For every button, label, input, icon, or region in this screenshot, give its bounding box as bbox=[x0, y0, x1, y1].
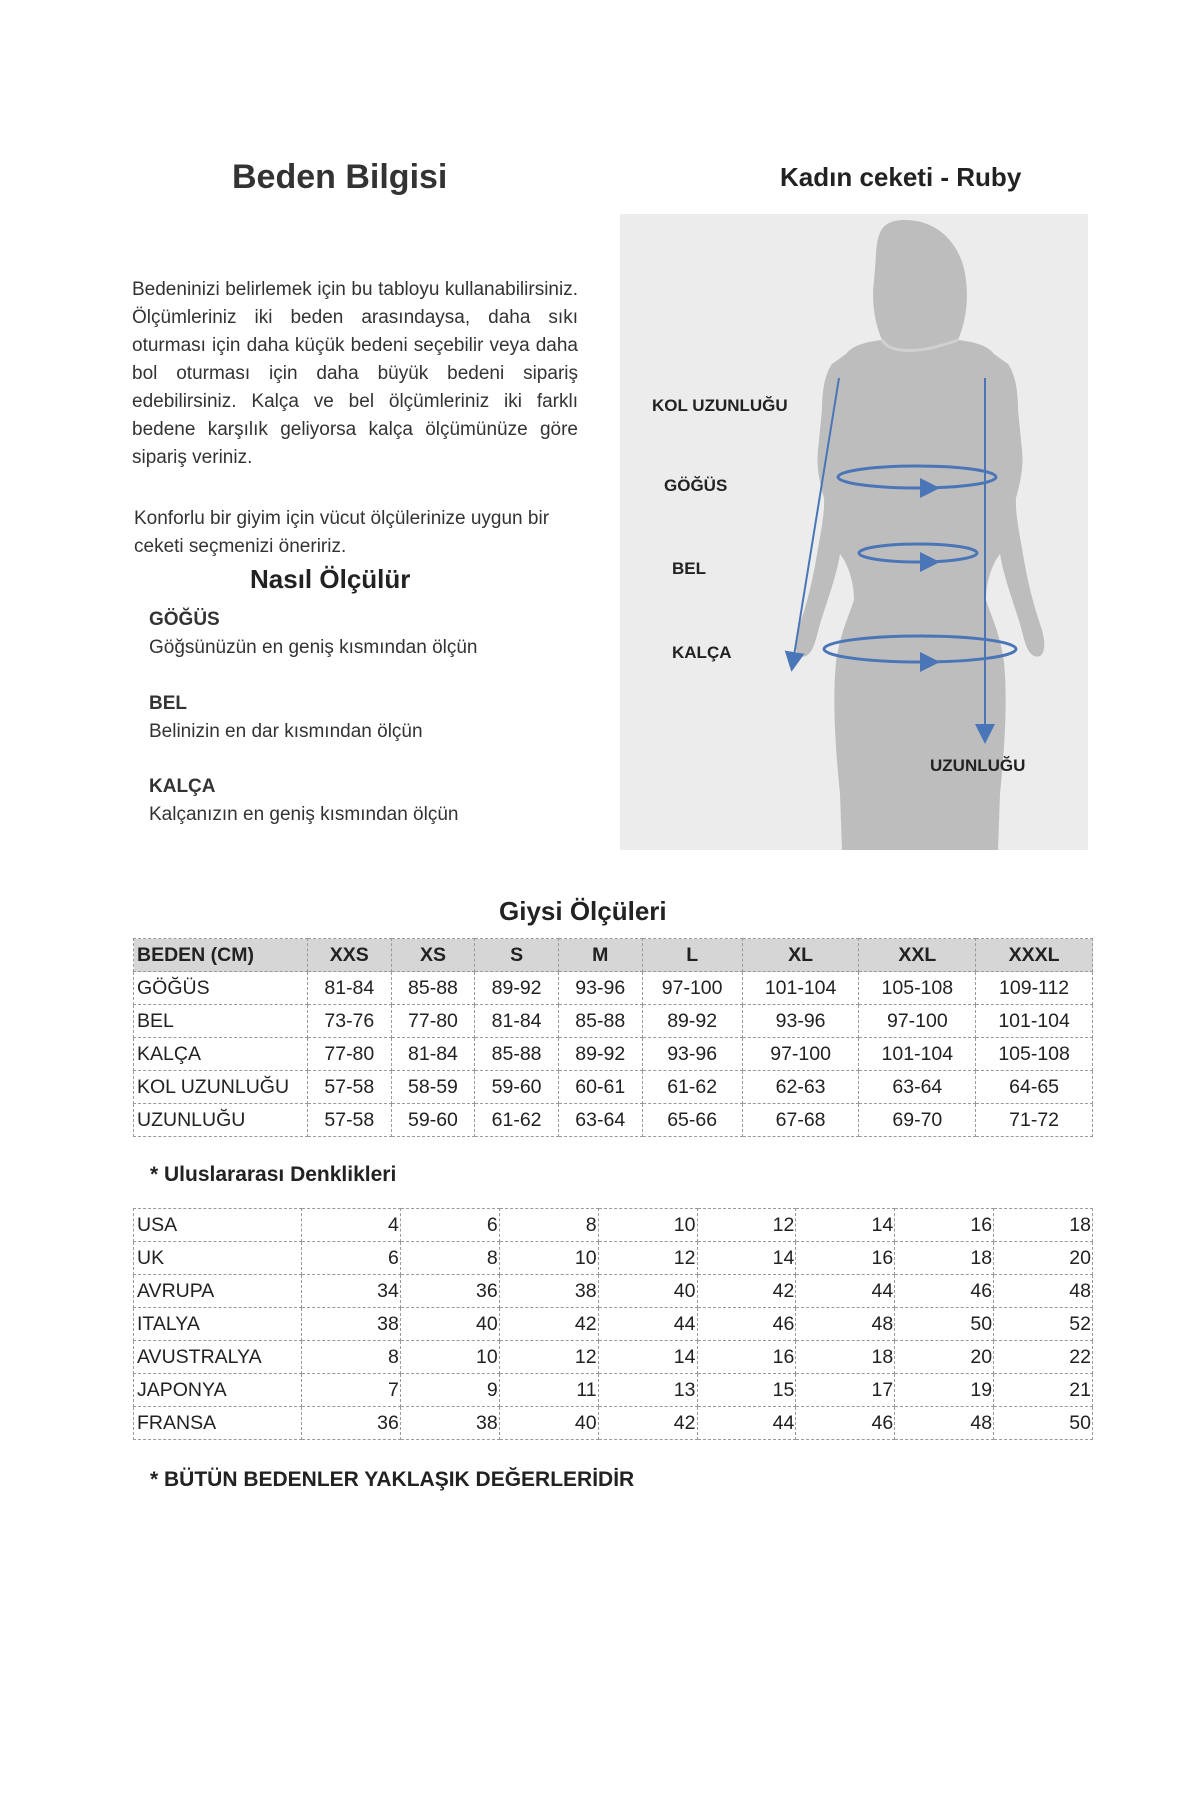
measure-item-waist bbox=[149, 690, 423, 746]
table-cell: 18 bbox=[796, 1341, 895, 1374]
table-cell: 50 bbox=[895, 1308, 994, 1341]
table-row bbox=[134, 1005, 1093, 1038]
row-label: AVUSTRALYA bbox=[134, 1341, 302, 1374]
table-header-row bbox=[134, 939, 1093, 972]
table-cell: 61-62 bbox=[475, 1104, 559, 1137]
table-cell: 48 bbox=[994, 1275, 1093, 1308]
international-title: * Uluslararası Denklikleri bbox=[150, 1163, 397, 1186]
intro-paragraph-2: Konforlu bir giyim için vücut ölçülerinize uygun bir ceketi seçmenizi öneririz. bbox=[134, 508, 550, 557]
row-label: KALÇA bbox=[134, 1038, 308, 1071]
row-label: GÖĞÜS bbox=[134, 972, 308, 1005]
table-cell: 38 bbox=[302, 1308, 401, 1341]
table-cell: 101-104 bbox=[859, 1038, 976, 1071]
body-figure-panel bbox=[620, 214, 1088, 850]
table-cell: 85-88 bbox=[475, 1038, 559, 1071]
table-cell: 81-84 bbox=[308, 972, 392, 1005]
measure-item-name: KALÇA bbox=[149, 776, 216, 797]
table-cell: 89-92 bbox=[475, 972, 559, 1005]
product-title: Kadın ceketi - Ruby bbox=[780, 162, 1022, 192]
table-cell: 63-64 bbox=[558, 1104, 642, 1137]
table-cell: 12 bbox=[598, 1242, 697, 1275]
table-cell: 34 bbox=[302, 1275, 401, 1308]
table-cell: 61-62 bbox=[642, 1071, 742, 1104]
table-cell: 105-108 bbox=[859, 972, 976, 1005]
table-cell: 15 bbox=[697, 1374, 796, 1407]
table-cell: 21 bbox=[994, 1374, 1093, 1407]
measure-item-desc: Belinizin en dar kısmından ölçün bbox=[149, 721, 423, 742]
table-cell: 89-92 bbox=[558, 1038, 642, 1071]
table-cell: 48 bbox=[895, 1407, 994, 1440]
table-row bbox=[134, 1209, 1093, 1242]
table-cell: 12 bbox=[697, 1209, 796, 1242]
table-row bbox=[134, 1242, 1093, 1275]
table-cell: 38 bbox=[400, 1407, 499, 1440]
table-cell: 42 bbox=[697, 1275, 796, 1308]
table-row bbox=[134, 1374, 1093, 1407]
table-cell: 85-88 bbox=[558, 1005, 642, 1038]
row-label: AVRUPA bbox=[134, 1275, 302, 1308]
header-cell: BEDEN (CM) bbox=[134, 939, 308, 972]
table-cell: 6 bbox=[400, 1209, 499, 1242]
label-chest: GÖĞÜS bbox=[664, 476, 728, 495]
table-cell: 97-100 bbox=[642, 972, 742, 1005]
table-cell: 14 bbox=[697, 1242, 796, 1275]
table-cell: 105-108 bbox=[976, 1038, 1093, 1071]
label-length: UZUNLUĞU bbox=[930, 756, 1026, 775]
size-chart-title: Giysi Ölçüleri bbox=[499, 896, 667, 926]
table-cell: 69-70 bbox=[859, 1104, 976, 1137]
table-cell: 40 bbox=[598, 1275, 697, 1308]
table-cell: 97-100 bbox=[742, 1038, 859, 1071]
row-label: UZUNLUĞU bbox=[134, 1104, 308, 1137]
table-cell: 36 bbox=[302, 1407, 401, 1440]
table-cell: 6 bbox=[302, 1242, 401, 1275]
header-cell: XL bbox=[742, 939, 859, 972]
table-cell: 40 bbox=[499, 1407, 598, 1440]
table-cell: 77-80 bbox=[391, 1005, 475, 1038]
table-cell: 44 bbox=[598, 1308, 697, 1341]
table-cell: 18 bbox=[895, 1242, 994, 1275]
table-row bbox=[134, 1407, 1093, 1440]
table-row bbox=[134, 1308, 1093, 1341]
row-label: USA bbox=[134, 1209, 302, 1242]
header-cell: XXS bbox=[308, 939, 392, 972]
table-cell: 18 bbox=[994, 1209, 1093, 1242]
table-cell: 63-64 bbox=[859, 1071, 976, 1104]
table-cell: 50 bbox=[994, 1407, 1093, 1440]
measure-item-name: BEL bbox=[149, 693, 187, 714]
header-cell: L bbox=[642, 939, 742, 972]
header-cell: S bbox=[475, 939, 559, 972]
table-cell: 8 bbox=[499, 1209, 598, 1242]
header-cell: XXL bbox=[859, 939, 976, 972]
table-cell: 58-59 bbox=[391, 1071, 475, 1104]
page-title: Beden Bilgisi bbox=[232, 158, 448, 196]
header-cell: M bbox=[558, 939, 642, 972]
table-cell: 10 bbox=[598, 1209, 697, 1242]
table-cell: 22 bbox=[994, 1341, 1093, 1374]
row-label: JAPONYA bbox=[134, 1374, 302, 1407]
table-cell: 81-84 bbox=[391, 1038, 475, 1071]
table-cell: 57-58 bbox=[308, 1104, 392, 1137]
table-cell: 46 bbox=[796, 1407, 895, 1440]
table-cell: 46 bbox=[895, 1275, 994, 1308]
header-cell: XS bbox=[391, 939, 475, 972]
table-cell: 14 bbox=[796, 1209, 895, 1242]
table-cell: 46 bbox=[697, 1308, 796, 1341]
table-cell: 36 bbox=[400, 1275, 499, 1308]
table-cell: 59-60 bbox=[475, 1071, 559, 1104]
table-cell: 57-58 bbox=[308, 1071, 392, 1104]
measure-item-chest bbox=[149, 606, 478, 662]
table-cell: 93-96 bbox=[558, 972, 642, 1005]
table-cell: 60-61 bbox=[558, 1071, 642, 1104]
table-cell: 65-66 bbox=[642, 1104, 742, 1137]
table-cell: 16 bbox=[895, 1209, 994, 1242]
table-cell: 13 bbox=[598, 1374, 697, 1407]
table-cell: 40 bbox=[400, 1308, 499, 1341]
table-cell: 73-76 bbox=[308, 1005, 392, 1038]
row-label: ITALYA bbox=[134, 1308, 302, 1341]
international-body bbox=[134, 1209, 1093, 1440]
table-cell: 8 bbox=[400, 1242, 499, 1275]
table-cell: 85-88 bbox=[391, 972, 475, 1005]
table-cell: 38 bbox=[499, 1275, 598, 1308]
measure-item-desc: Göğsünüzün en geniş kısmından ölçün bbox=[149, 637, 478, 658]
row-label: FRANSA bbox=[134, 1407, 302, 1440]
measure-item-name: GÖĞÜS bbox=[149, 609, 220, 630]
row-label: KOL UZUNLUĞU bbox=[134, 1071, 308, 1104]
table-cell: 42 bbox=[499, 1308, 598, 1341]
table-cell: 77-80 bbox=[308, 1038, 392, 1071]
table-cell: 101-104 bbox=[742, 972, 859, 1005]
size-chart-body bbox=[134, 972, 1093, 1137]
table-cell: 20 bbox=[895, 1341, 994, 1374]
measure-item-desc: Kalçanızın en geniş kısmından ölçün bbox=[149, 804, 459, 825]
label-sleeve: KOL UZUNLUĞU bbox=[652, 396, 788, 415]
table-cell: 17 bbox=[796, 1374, 895, 1407]
table-cell: 42 bbox=[598, 1407, 697, 1440]
table-cell: 44 bbox=[697, 1407, 796, 1440]
body-silhouette bbox=[620, 214, 1088, 850]
table-cell: 9 bbox=[400, 1374, 499, 1407]
table-row bbox=[134, 972, 1093, 1005]
table-cell: 81-84 bbox=[475, 1005, 559, 1038]
table-cell: 93-96 bbox=[742, 1005, 859, 1038]
table-row bbox=[134, 1038, 1093, 1071]
row-label: UK bbox=[134, 1242, 302, 1275]
how-to-measure-title: Nasıl Ölçülür bbox=[250, 564, 411, 594]
table-cell: 67-68 bbox=[742, 1104, 859, 1137]
table-cell: 4 bbox=[302, 1209, 401, 1242]
table-cell: 93-96 bbox=[642, 1038, 742, 1071]
row-label: BEL bbox=[134, 1005, 308, 1038]
label-hip: KALÇA bbox=[672, 643, 732, 662]
table-row bbox=[134, 1071, 1093, 1104]
table-row bbox=[134, 1341, 1093, 1374]
table-cell: 10 bbox=[499, 1242, 598, 1275]
table-cell: 11 bbox=[499, 1374, 598, 1407]
table-cell: 109-112 bbox=[976, 972, 1093, 1005]
table-cell: 59-60 bbox=[391, 1104, 475, 1137]
table-cell: 101-104 bbox=[976, 1005, 1093, 1038]
table-cell: 20 bbox=[994, 1242, 1093, 1275]
table-cell: 97-100 bbox=[859, 1005, 976, 1038]
label-waist: BEL bbox=[672, 559, 706, 578]
table-cell: 10 bbox=[400, 1341, 499, 1374]
measure-item-hip bbox=[149, 773, 458, 829]
table-cell: 7 bbox=[302, 1374, 401, 1407]
table-row bbox=[134, 1104, 1093, 1137]
table-cell: 44 bbox=[796, 1275, 895, 1308]
table-cell: 19 bbox=[895, 1374, 994, 1407]
table-cell: 8 bbox=[302, 1341, 401, 1374]
table-cell: 16 bbox=[697, 1341, 796, 1374]
table-cell: 48 bbox=[796, 1308, 895, 1341]
international-table bbox=[133, 1208, 1093, 1440]
size-chart-table bbox=[133, 938, 1093, 1137]
intro-paragraph: Bedeninizi belirlemek için bu tabloyu kullanabilirsiniz. Ölçümleriniz iki beden arasındaysa, daha sıkı oturması için daha küçük bedeni seçebilir veya daha bol oturması için daha büyük bedeni sipariş edebilirsiniz. Kalça ve bel ölçümleriniz iki farklı bedene karşılık geliyorsa kalça ölçümünüze göre sipariş veriniz. bbox=[132, 279, 578, 468]
table-cell: 16 bbox=[796, 1242, 895, 1275]
table-cell: 52 bbox=[994, 1308, 1093, 1341]
table-cell: 71-72 bbox=[976, 1104, 1093, 1137]
table-cell: 64-65 bbox=[976, 1071, 1093, 1104]
table-cell: 12 bbox=[499, 1341, 598, 1374]
table-row bbox=[134, 1275, 1093, 1308]
table-cell: 89-92 bbox=[642, 1005, 742, 1038]
table-cell: 62-63 bbox=[742, 1071, 859, 1104]
footer-note: * BÜTÜN BEDENLER YAKLAŞIK DEĞERLERİDİR bbox=[150, 1468, 635, 1491]
table-cell: 14 bbox=[598, 1341, 697, 1374]
header-cell: XXXL bbox=[976, 939, 1093, 972]
